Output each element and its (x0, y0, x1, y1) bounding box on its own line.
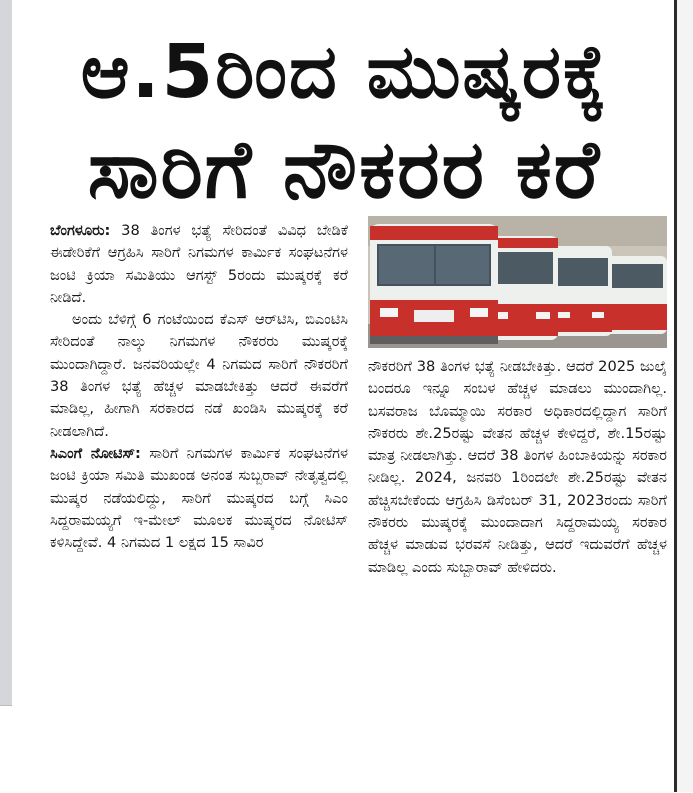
paragraph-3 (50, 443, 348, 554)
paragraph-1-text: 38 ತಿಂಗಳ ಭತ್ಯೆ ಸೇರಿದಂತೆ ವಿವಿಧ ಬೇಡಿಕೆ ಈಡೇರಿಕೆಗೆ ಆಗ್ರಹಿಸಿ ಸಾರಿಗೆ ನಿಗಮಗಳ ಕಾರ್ಮಿಕ ಸಂಘಟನೆಗಳ ಜಂಟಿ ಕ್ರಿಯಾ ಸಮಿತಿಯು ಆಗಸ್ಟ್ 5ರಂದು ಮುಷ್ಕರಕ್ಕೆ ಕರೆ ನೀಡಿದೆ. (50, 222, 348, 306)
paragraph-1 (50, 220, 348, 309)
headline-line-2: ಸಾರಿಗೆ ನೌಕರರ ಕರೆ (87, 123, 602, 216)
subheading-cm-notice: ಸಿಎಂಗೆ ನೋಟಿಸ್: (50, 444, 141, 462)
bus-photo-illustration (368, 216, 667, 348)
article-column-left (50, 220, 348, 554)
page-edge-cut (0, 705, 12, 793)
paragraph-4: ನೌಕರರಿಗೆ 38 ತಿಂಗಳ ಭತ್ಯೆ ನೀಡಬೇಕಿತ್ತು. ಆದರೆ 2025 ಜುಲೈ ಬಂದರೂ ಇನ್ನೂ ಸಂಬಳ ಹೆಚ್ಚಳ ಮಾಡಲು ಮುಂದಾಗಿಲ್ಲ. ಬಸವರಾಜ ಬೊಮ್ಮಾಯಿ ಸರಕಾರ ಅಧಿಕಾರದಲ್ಲಿದ್ದಾಗ ಸಾರಿಗೆ ನೌಕರರು ಶೇ.25ರಷ್ಟು ವೇತನ ಹೆಚ್ಚಳ ಕೇಳಿದ್ದರೆ, ಶೇ.15ರಷ್ಟು ಮಾತ್ರ ನೀಡಲಾಗಿತ್ತು. ಆದರೆ 38 ತಿಂಗಳ ಹಿಂಬಾಕಿಯನ್ನು ಸರಕಾರ ನೀಡಿಲ್ಲ. 2024, ಜನವರಿ 1ರಿಂದಲೇ ಶೇ.25ರಷ್ಟು ವೇತನ ಹೆಚ್ಚಿಸಬೇಕೆಂದು ಆಗ್ರಹಿಸಿ ಡಿಸೆಂಬರ್ 31, 2023ರಂದು ಸಾರಿಗೆ ನೌಕರರು ಮುಷ್ಕರಕ್ಕೆ ಮುಂದಾದಾಗ ಸಿದ್ದರಾಮಯ್ಯ ಸರಕಾರ ಹೆಚ್ಚಳ ಮಾಡುವ ಭರವಸೆ ನೀಡಿತ್ತು, ಆದರೆ ಇದುವರೆಗೆ ಹೆಚ್ಚಳ ಮಾಡಿಲ್ಲ ಎಂದು ಸುಬ್ಬಾರಾವ್ ಹೇಳಿದರು. (368, 358, 668, 576)
paragraph-3-text: ಸಾರಿಗೆ ನಿಗಮಗಳ ಕಾರ್ಮಿಕ ಸಂಘಟನೆಗಳ ಜಂಟಿ ಕ್ರಿಯಾ ಸಮಿತಿ ಮುಖಂಡ ಅನಂತ ಸುಬ್ಬರಾವ್ ನೇತೃತ್ವದಲ್ಲಿ ಮುಷ್ಕರ ನಡೆಯಲಿದ್ದು, ಸಾರಿಗೆ ಮುಷ್ಕರದ ಬಗ್ಗೆ ಸಿಎಂ ಸಿದ್ದರಾಮಯ್ಯಗೆ ಇ-ಮೇಲ್ ಮೂಲಕ ಮುಷ್ಕರದ ನೋಟಿಸ್ ಕಳಿಸಿದ್ದೇವೆ. 4 ನಿಗಮದ 1 ಲಕ್ಷದ 15 ಸಾವಿರ (50, 444, 348, 552)
paragraph-2: ಅಂದು ಬೆಳಿಗ್ಗೆ 6 ಗಂಟೆಯಿಂದ ಕೆಎಸ್ ಆರ್‌ಟಿಸಿ, ಬಿಎಂಟಿಸಿ ಸೇರಿದಂತೆ ನಾಲ್ಕು ನಿಗಮಗಳ ನೌಕರರು ಮುಷ್ಕರಕ್ಕೆ ಮುಂದಾಗಿದ್ದಾರೆ. ಜನವರಿಯಲ್ಲೇ 4 ನಿಗಮದ ಸಾರಿಗೆ ನೌಕರರಿಗೆ 38 ತಿಂಗಳ ಭತ್ಯೆ ಹೆಚ್ಚಳ ಮಾಡಬೇಕಿತ್ತು ಆದರೆ ಈವರೆಗೆ ಮಾಡಿಲ್ಲ, ಹೀಗಾಗಿ ಸರಕಾರದ ನಡೆ ಖಂಡಿಸಿ ಮುಷ್ಕರಕ್ಕೆ ಕರೆ ನೀಡಲಾಗಿದೆ. (50, 311, 348, 440)
headline-line-1: ಆ.5ರಿಂದ ಮುಷ್ಕರಕ್ಕೆ (80, 29, 609, 115)
right-margin (677, 0, 693, 792)
dateline: ಬೆಂಗಳೂರು: (50, 222, 111, 239)
bus-photo (368, 216, 667, 348)
page-edge-strip (0, 0, 12, 792)
article-column-right (368, 356, 667, 579)
